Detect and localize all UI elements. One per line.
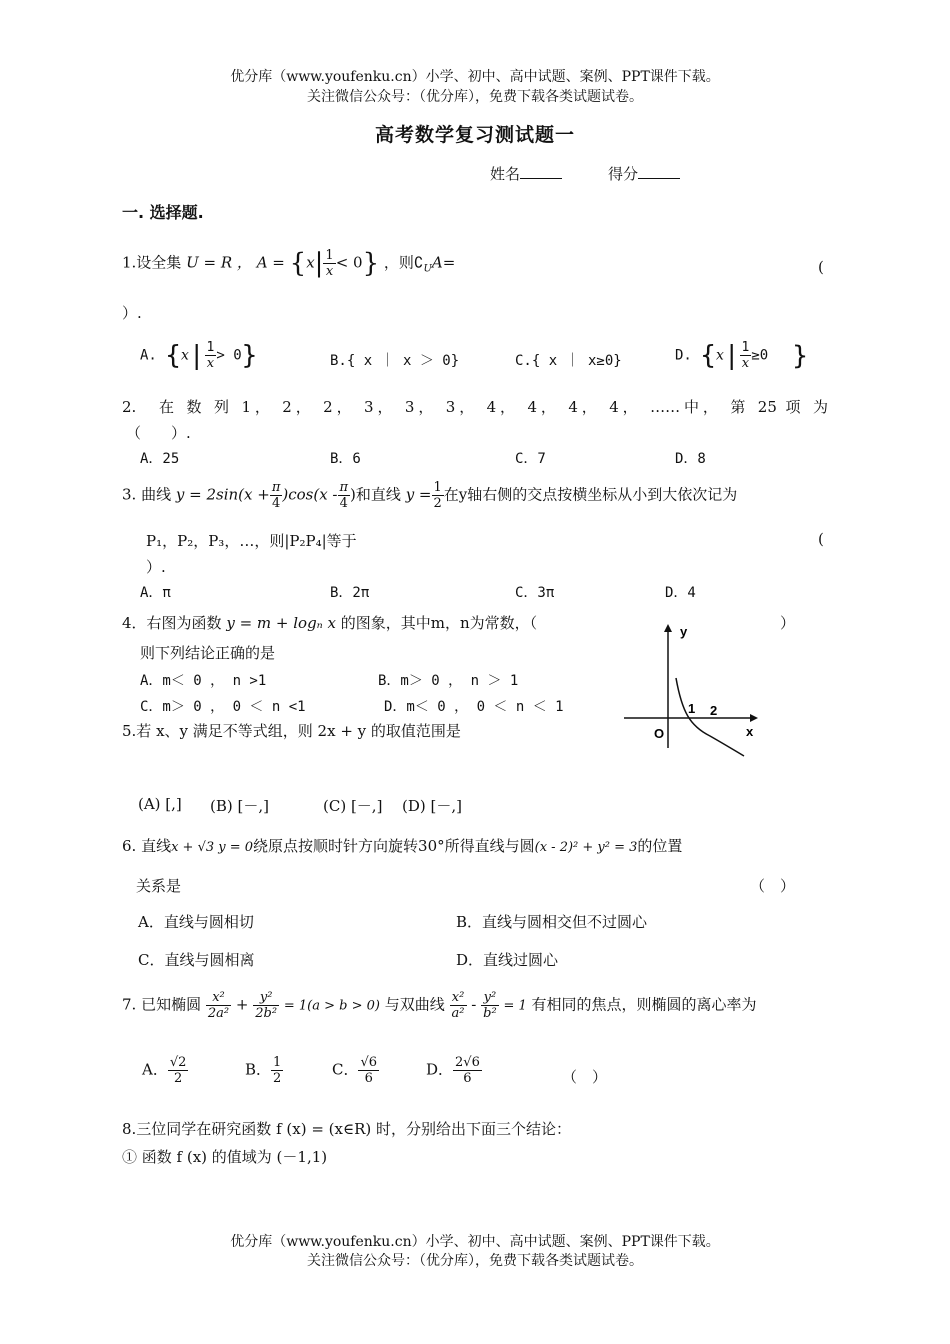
- q3-close: ）.: [146, 558, 166, 576]
- q3-answer-paren: (: [818, 530, 824, 548]
- header-line-1: 优分库（www.youfenku.cn）小学、初中、高中试题、案例、PPT课件下载。: [230, 69, 720, 85]
- q8-statement-1: ① 函数 f (x) 的值域为 (－1,1): [122, 1148, 328, 1166]
- y-axis-arrow: [664, 624, 672, 632]
- question-1: 1.设全集 U = R ， A = {x| $\frac{1}{x}$ < 0} ，则$∁_UA=$: [122, 248, 456, 279]
- q1-option-c: C.{ x ｜ x≥0}: [515, 353, 622, 369]
- q6-option-b: B．直线与圆相交但不过圆心: [456, 913, 648, 931]
- graph-tick-2: 2: [710, 703, 718, 718]
- q5-option-a: (A) [,]: [138, 795, 182, 813]
- q4-option-d: D．m＜ 0 ， 0 ＜ n ＜ 1: [384, 699, 564, 715]
- q3-line-2: P₁，P₂，P₃，…，则|P₂P₄|等于: [146, 532, 357, 550]
- graph-x-label: x: [746, 724, 754, 739]
- q6-option-d: D．直线过圆心: [456, 951, 559, 969]
- q4-option-a: A．m＜ 0 ， n >1: [140, 673, 267, 689]
- q2-paren: （ ）.: [126, 424, 191, 442]
- q6-option-c: C．直线与圆相离: [138, 951, 255, 969]
- q6-line-2: 关系是: [136, 877, 182, 895]
- q1-option-d: D. {x| $\frac{1}{x}$ ≥0 }: [675, 340, 808, 371]
- q1-relation: < 0: [335, 253, 363, 272]
- q4-option-b: B．m＞ 0 ， n ＞ 1: [378, 673, 519, 689]
- q1-set-a: A =: [256, 253, 285, 272]
- question-6: 6. 直线x + √3 y = 0绕原点按顺时针方向旋转30°所得直线与圆(x - 2)² + y² = 3的位置: [122, 837, 683, 855]
- q1-fraction: $\frac{1}{x}$: [325, 248, 334, 279]
- q3-option-d: D．4: [665, 585, 696, 601]
- q4-option-c: C．m＞ 0 ， 0 ＜ n <1: [140, 699, 306, 715]
- q2-option-b: B．6: [330, 451, 361, 467]
- graph-origin-label: O: [654, 726, 665, 741]
- question-2: 2. 在 数 列 1， 2， 2， 3， 3， 3， 4， 4， 4， 4， ……中， 第 25 项 为: [122, 398, 828, 416]
- q5-option-c: (C) [－,]: [323, 797, 383, 815]
- question-5: 5.若 x、y 满足不等式组，则 2x + y 的取值范围是: [122, 722, 461, 740]
- q7-option-a: A． $\frac{√2}{2}$: [142, 1055, 187, 1086]
- q7-option-c: C． $\frac{√6}{6}$: [332, 1055, 378, 1086]
- q6-option-a: A．直线与圆相切: [138, 913, 254, 931]
- q1-option-b: B.{ x ｜ x ＞ 0}: [330, 353, 460, 369]
- graph-tick-1: 1: [688, 701, 696, 716]
- footer-line-1: 优分库（www.youfenku.cn）小学、初中、高中试题、案例、PPT课件下载。: [230, 1234, 720, 1250]
- q4-function-graph: [620, 620, 770, 765]
- q7-option-b: B． $\frac{1}{2}$: [245, 1055, 282, 1086]
- score-label: 得分: [608, 165, 639, 183]
- q4-line-2: 则下列结论正确的是: [140, 644, 276, 662]
- footer-line-2: 关注微信公众号：（优分库），免费下载各类试题试卷。: [307, 1253, 643, 1269]
- q2-option-a: A．25: [140, 451, 180, 467]
- q1-set-var: x: [306, 253, 315, 272]
- q5-option-d: (D) [－,]: [402, 797, 462, 815]
- page-title: 高考数学复习测试题一: [374, 124, 575, 146]
- section-heading: 一. 选择题.: [122, 203, 204, 222]
- q1-after: A=: [431, 253, 456, 272]
- q6-answer-paren: （ ）: [750, 877, 796, 895]
- q7-answer-paren: （ ）: [562, 1068, 608, 1086]
- score-blank: [638, 164, 680, 179]
- q4-close-paren: ）: [780, 614, 796, 632]
- q1-sub: U: [423, 263, 432, 275]
- q1-answer-paren: (: [818, 258, 824, 276]
- name-blank: [520, 164, 562, 179]
- q3-option-a: A．π: [140, 585, 171, 601]
- q1-close: ）.: [122, 304, 142, 322]
- q1-then: ，则∁: [383, 253, 424, 272]
- question-8: 8.三位同学在研究函数 f (x) = (x∈R) 时，分别给出下面三个结论：: [122, 1120, 571, 1138]
- name-field: [490, 163, 562, 184]
- question-7: 7. 已知椭圆 $\frac{\text{x²}}{\text{2a²}}$ + $\frac{\text{y²}}{\text{2b²}}$ = 1(a > b > 0) 与双曲线 $\frac{\text{x²}}{\text{a²}}$ - $\frac{\text{y²}}{\text{b²}}$ = 1 有相同的焦点，则椭圆的离心率为: [122, 990, 757, 1021]
- score-field: [608, 163, 680, 184]
- graph-y-label: y: [680, 624, 688, 639]
- header-line-2: 关注微信公众号：（优分库），免费下载各类试题试卷。: [307, 89, 643, 105]
- q2-option-d: D．8: [675, 451, 706, 467]
- q5-option-b: (B) [－,]: [210, 797, 269, 815]
- q1-universal-set: U = R ，: [186, 253, 252, 272]
- question-4: 4．右图为函数 y = m + logₙ x 的图象，其中m，n为常数，（: [122, 614, 538, 632]
- x-axis-arrow: [750, 714, 758, 722]
- question-3: 3. 曲线 y = 2sin(x + $\frac{\pi}{4}$ )cos(x - $\frac{\pi}{4}$ )和直线 y = $\frac{1}{2}$ 在y轴右侧的交点按横坐标从小到大依次记为: [122, 480, 738, 511]
- q1-option-a: A. {x| $\frac{1}{x}$ > 0}: [140, 340, 258, 371]
- q2-option-c: C．7: [515, 451, 546, 467]
- q1-prefix: 1.设全集: [122, 253, 182, 272]
- q7-option-d: D． $\frac{2√6}{6}$: [426, 1055, 480, 1086]
- name-label: 姓名: [490, 165, 521, 183]
- q3-option-c: C．3π: [515, 585, 555, 601]
- q3-option-b: B．2π: [330, 585, 370, 601]
